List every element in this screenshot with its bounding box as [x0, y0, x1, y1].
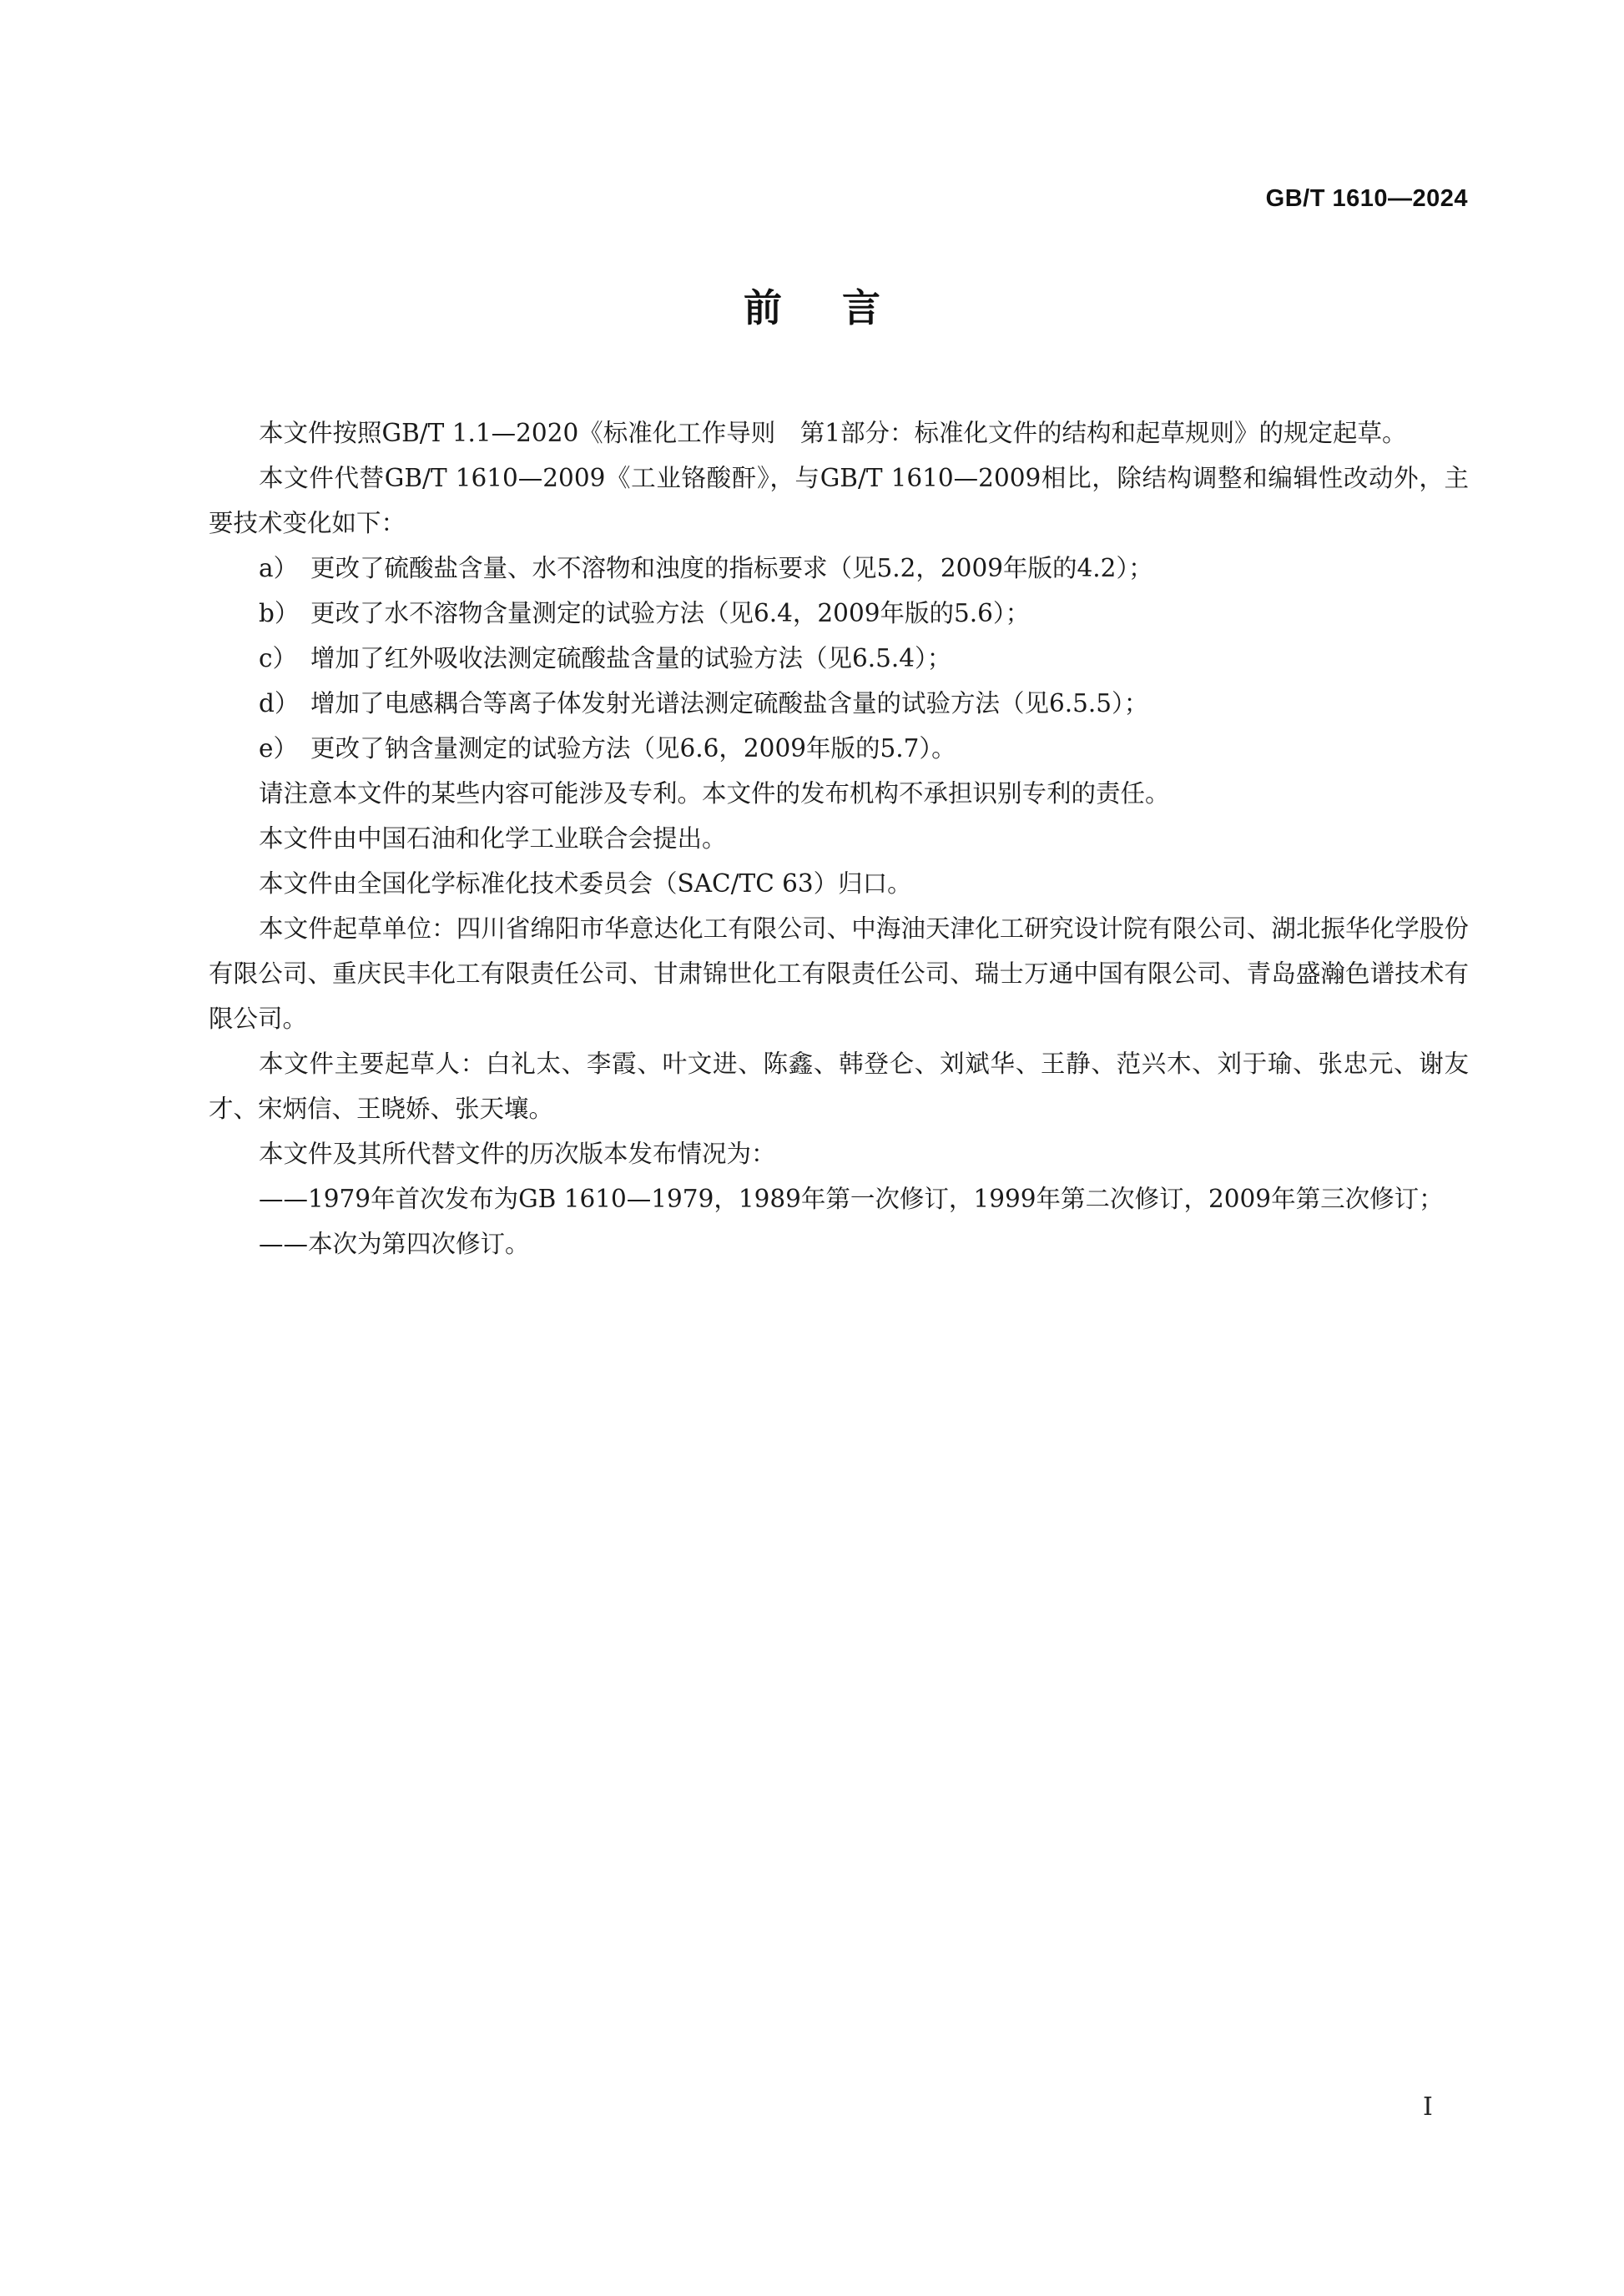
paragraph-drafting-rules: 本文件按照GB/T 1.1—2020《标准化工作导则 第1部分：标准化文件的结构和起草规则》的规定起草。 [259, 419, 1407, 447]
list-item-text: 更改了硫酸盐含量、水不溶物和浊度的指标要求（见5.2，2009年版的4.2）； [310, 554, 1153, 582]
list-item [209, 681, 1469, 726]
list-item [209, 726, 1469, 771]
page-title: 前言 [744, 285, 941, 330]
list-item-text: 增加了红外吸收法测定硫酸盐含量的试验方法（见6.5.4）； [310, 644, 952, 672]
list-item [209, 546, 1469, 591]
list-item-text: 更改了钠含量测定的试验方法（见6.6，2009年版的5.7）。 [310, 734, 956, 763]
list-marker: e） [259, 734, 298, 763]
list-marker: b） [259, 599, 300, 627]
standard-number-header: GB/T 1610—2024 [1265, 185, 1468, 212]
list-marker: a） [259, 554, 299, 582]
list-item [209, 636, 1469, 681]
paragraph-proposer: 本文件由中国石油和化学工业联合会提出。 [259, 824, 727, 853]
paragraph-version-history: 本文件及其所代替文件的历次版本发布情况为： [259, 1140, 776, 1168]
paragraph-technical-committee: 本文件由全国化学标准化技术委员会（SAC/TC 63）归口。 [259, 869, 912, 898]
history-item: ——1979年首次发布为GB 1610—1979，1989年第一次修订，1999年第二次修订，2009年第三次修订； [259, 1185, 1444, 1213]
paragraph-patent-notice: 请注意本文件的某些内容可能涉及专利。本文件的发布机构不承担识别专利的责任。 [259, 779, 1170, 808]
history-item: ——本次为第四次修订。 [259, 1230, 530, 1258]
list-marker: c） [259, 644, 298, 672]
foreword-body [209, 410, 1469, 1266]
paragraph-drafters: 本文件主要起草人：白礼太、李霞、叶文进、陈鑫、韩登仑、刘斌华、王静、范兴木、刘于瑜、张忠元、谢友才、宋炳信、王晓娇、张天壤。 [209, 1050, 1469, 1123]
list-item-text: 增加了电感耦合等离子体发射光谱法测定硫酸盐含量的试验方法（见6.5.5）； [310, 689, 1149, 718]
page-number: Ⅰ [1423, 2092, 1433, 2122]
paragraph-replacement: 本文件代替GB/T 1610—2009《工业铬酸酐》，与GB/T 1610—2009相比，除结构调整和编辑性改动外，主要技术变化如下： [209, 464, 1469, 537]
list-item [209, 591, 1469, 636]
list-item-text: 更改了水不溶物含量测定的试验方法（见6.4，2009年版的5.6）； [310, 599, 1031, 627]
paragraph-drafting-units: 本文件起草单位：四川省绵阳市华意达化工有限公司、中海油天津化工研究设计院有限公司、湖北振华化学股份有限公司、重庆民丰化工有限责任公司、甘肃锦世化工有限责任公司、瑞士万通中国有限公司、青岛盛瀚色谱技术有限公司。 [209, 914, 1469, 1033]
list-marker: d） [259, 689, 300, 718]
